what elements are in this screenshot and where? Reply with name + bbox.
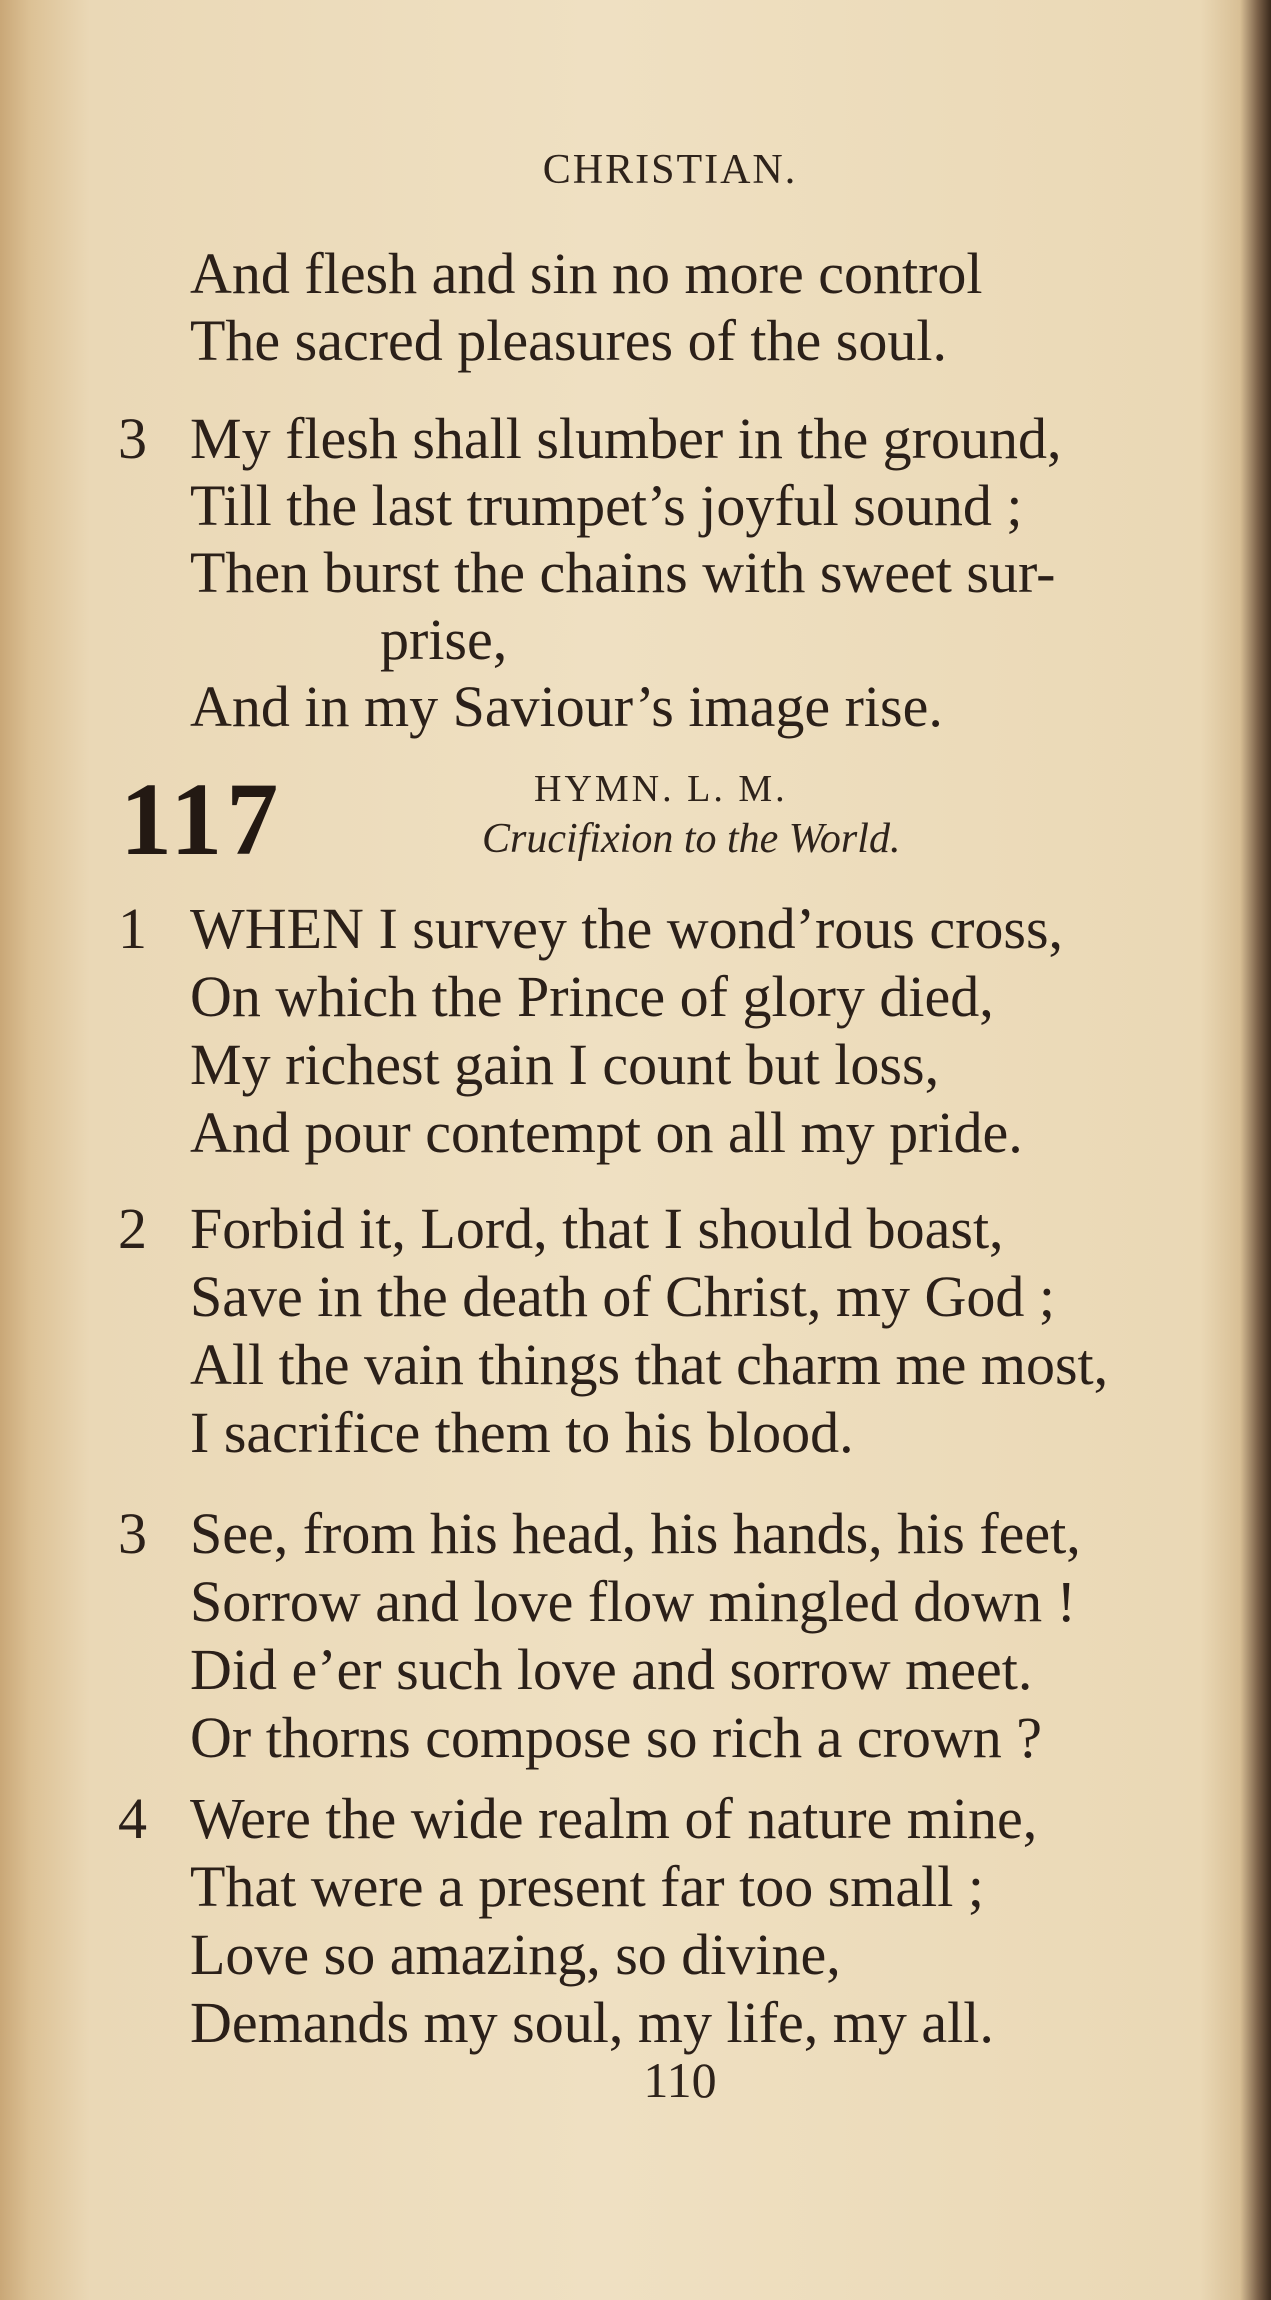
prev-verse-number: 3 (118, 406, 147, 471)
page-number: 110 (643, 2052, 717, 2108)
continued-line-1: And flesh and sin no more control (190, 241, 983, 306)
prev-verse-line-2: Till the last trumpet’s joyful sound ; (190, 473, 1023, 538)
verse-2-line-3: All the vain things that charm me most, (190, 1332, 1109, 1397)
verse-2-line-4: I sacrifice them to his blood. (190, 1400, 854, 1465)
verse-1-line-3: My richest gain I count but loss, (190, 1032, 940, 1097)
verse-3-line-1: See, from his head, his hands, his feet, (190, 1501, 1081, 1566)
prev-verse-line-3: Then burst the chains with sweet sur- (190, 540, 1056, 605)
verse-2-number: 2 (118, 1196, 147, 1261)
verse-4-line-1: Were the wide realm of nature mine, (190, 1786, 1038, 1851)
hymn-number: 117 (120, 762, 283, 877)
verse-2-line-2: Save in the death of Christ, my God ; (190, 1264, 1056, 1329)
continued-line-2: The sacred pleasures of the soul. (190, 308, 947, 373)
hymn-subtitle: Crucifixion to the World. (482, 816, 901, 862)
verse-1-line-4: And pour contempt on all my pride. (190, 1100, 1023, 1165)
verse-4-number: 4 (118, 1786, 147, 1851)
verse-1-number: 1 (118, 896, 147, 961)
running-head: CHRISTIAN. (542, 147, 798, 193)
verse-4-line-3: Love so amazing, so divine, (190, 1922, 841, 1987)
verse-3-number: 3 (118, 1501, 147, 1566)
prev-verse-line-1: My flesh shall slumber in the ground, (190, 406, 1062, 471)
verse-3-line-3: Did e’er such love and sorrow meet. (190, 1637, 1033, 1702)
verse-2-line-1: Forbid it, Lord, that I should boast, (190, 1196, 1004, 1261)
verse-3-line-2: Sorrow and love flow mingled down ! (190, 1569, 1076, 1634)
hymn-meter: HYMN. L. M. (534, 768, 788, 810)
prev-verse-line-5: And in my Saviour’s image rise. (190, 674, 943, 739)
verse-3-line-4: Or thorns compose so rich a crown ? (190, 1705, 1043, 1770)
prev-verse-line-4: prise, (380, 607, 508, 672)
verse-1-line-1: WHEN I survey the wond’rous cross, (190, 896, 1064, 961)
verse-4-line-4: Demands my soul, my life, my all. (190, 1990, 994, 2055)
verse-4-line-2: That were a present far too small ; (190, 1854, 984, 1919)
verse-1-line-2: On which the Prince of glory died, (190, 964, 994, 1029)
